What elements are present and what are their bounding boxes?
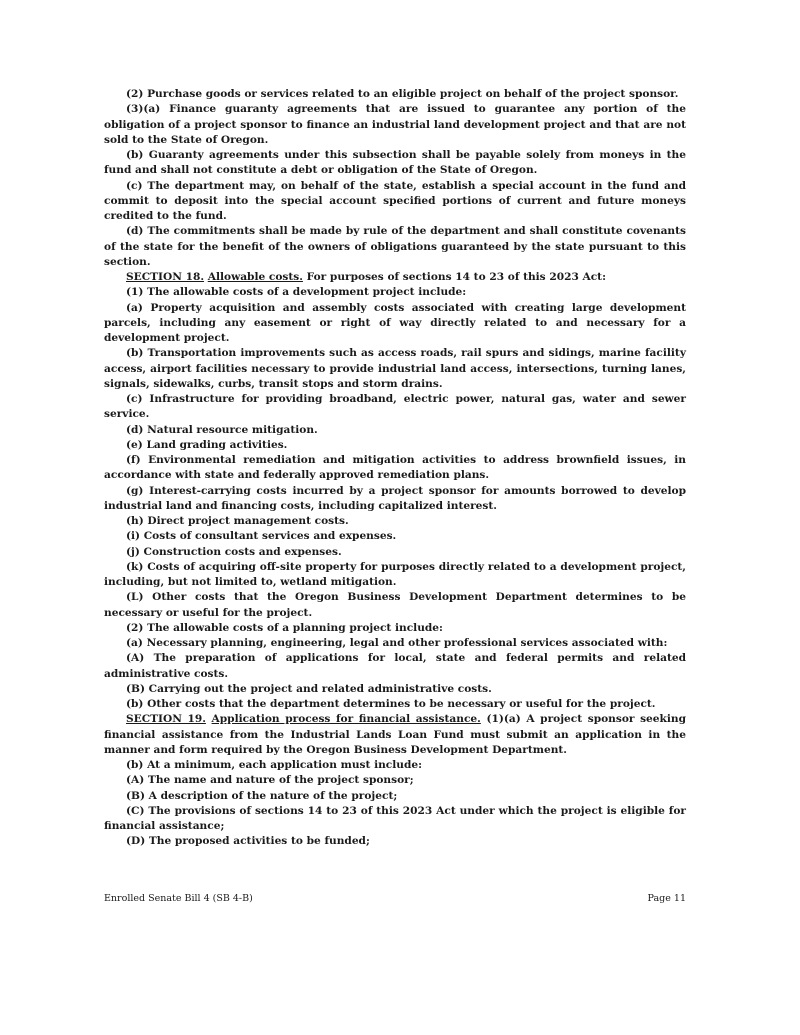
- paragraph: (a) Property acquisition and assembly costs associated with creating large development parcels, including any easement or right of way directly related to and necessary for a development project.: [104, 301, 686, 344]
- paragraph: (3)(a) Finance guaranty agreements that are issued to guarantee any portion of the obligation of a project sponsor to finance an industrial land development project and that are not sold to the State of Oregon.: [104, 103, 686, 146]
- paragraph: (i) Costs of consultant services and expenses.: [126, 530, 397, 543]
- section-19-paragraph: [104, 712, 686, 758]
- page-footer: [104, 893, 686, 904]
- paragraph: (d) The commitments shall be made by rule of the department and shall constitute covenants of the state for the benefit of the owners of obligations guaranteed by the state pursuant to this section.: [104, 225, 686, 268]
- paragraph: (e) Land grading activities.: [126, 438, 288, 451]
- paragraph: (c) The department may, on behalf of the state, establish a special account in the fund and commit to deposit into the special account specified portions of current and future moneys credited to the fund.: [104, 179, 686, 222]
- paragraph: (B) Carrying out the project and related administrative costs.: [126, 682, 492, 695]
- section-number: SECTION 19.: [126, 713, 206, 726]
- paragraph: (B) A description of the nature of the project;: [126, 789, 398, 802]
- footer-bill-name: Enrolled Senate Bill 4 (SB 4-B): [104, 893, 253, 904]
- paragraph: (b) Transportation improvements such as access roads, rail spurs and sidings, marine facility access, airport facilities necessary to provide industrial land access, intersections, turning lanes, signals, sidewalks, curbs, transit stops and storm drains.: [104, 347, 686, 390]
- paragraph: (2) The allowable costs of a planning project include:: [126, 621, 443, 634]
- paragraph: (b) Guaranty agreements under this subsection shall be payable solely from moneys in the fund and shall not constitute a debt or obligation of the State of Oregon.: [104, 149, 686, 177]
- section-18-paragraph: [104, 270, 686, 285]
- paragraph: (f) Environmental remediation and mitigation activities to address brownfield issues, in accordance with state and federally approved remediation plans.: [104, 454, 686, 482]
- paragraph: (a) Necessary planning, engineering, legal and other professional services associated with:: [126, 637, 668, 649]
- paragraph: (C) The provisions of sections 14 to 23 of this 2023 Act under which the project is eligible for financial assistance;: [104, 804, 686, 832]
- section-text: (1)(a) A project sponsor seeking financial assistance from the Industrial Lands Loan Fund must submit an application in the manner and form required by the Oregon Business Development Department.: [104, 713, 686, 756]
- section-heading: Allowable costs.: [207, 271, 303, 283]
- paragraph: (L) Other costs that the Oregon Business Development Department determines to be necessary or useful for the project.: [104, 591, 686, 619]
- paragraph: (A) The preparation of applications for local, state and federal permits and related administrative costs.: [104, 652, 686, 680]
- document-body: [104, 87, 686, 850]
- section-number: SECTION 18.: [126, 271, 205, 283]
- paragraph: (j) Construction costs and expenses.: [126, 545, 342, 558]
- paragraph: (D) The proposed activities to be funded;: [126, 835, 370, 848]
- section-text: For purposes of sections 14 to 23 of this 2023 Act:: [302, 271, 606, 283]
- paragraph: (b) At a minimum, each application must include:: [126, 759, 423, 771]
- paragraph: (A) The name and nature of the project sponsor;: [126, 774, 414, 787]
- paragraph: (1) The allowable costs of a development project include:: [126, 286, 467, 299]
- paragraph: (2) Purchase goods or services related to an eligible project on behalf of the project sponsor.: [126, 88, 679, 100]
- paragraph: (d) Natural resource mitigation.: [126, 423, 318, 436]
- paragraph: (h) Direct project management costs.: [126, 515, 349, 527]
- footer-page-number: Page 11: [647, 893, 686, 904]
- paragraph: (c) Infrastructure for providing broadband, electric power, natural gas, water and sewer service.: [104, 393, 686, 421]
- paragraph: (b) Other costs that the department determines to be necessary or useful for the project.: [126, 698, 656, 710]
- section-heading: Application process for financial assistance.: [211, 713, 481, 726]
- paragraph: (k) Costs of acquiring off-site property for purposes directly related to a development project, including, but not limited to, wetland mitigation.: [104, 560, 686, 588]
- paragraph: (g) Interest-carrying costs incurred by a project sponsor for amounts borrowed to develop industrial land and financing costs, including capitalized interest.: [104, 484, 686, 512]
